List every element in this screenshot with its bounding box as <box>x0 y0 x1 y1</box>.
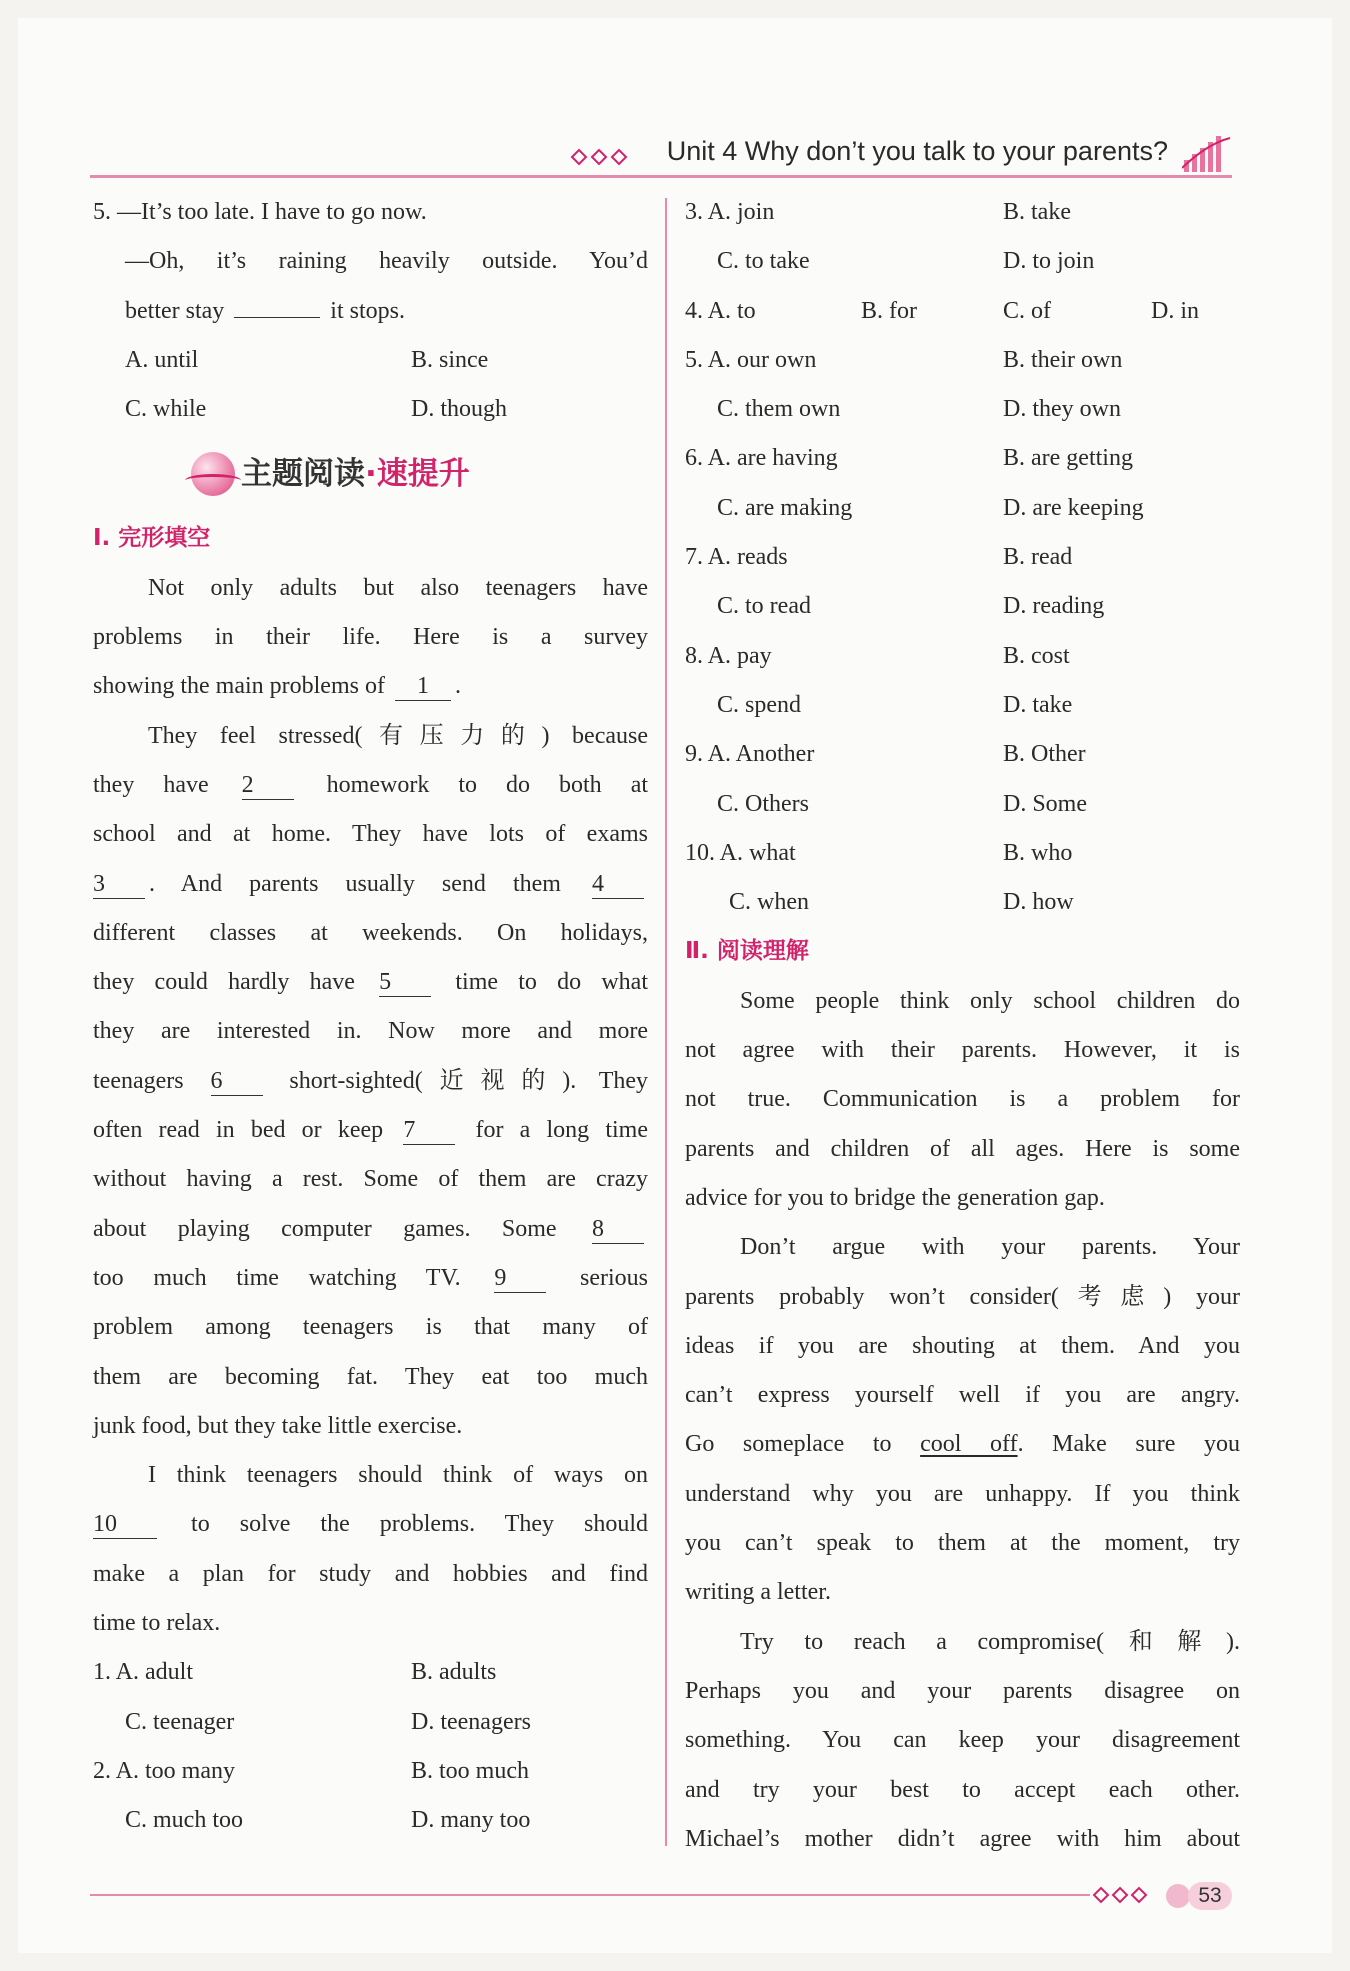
swirl-decoration-icon <box>1166 1884 1190 1908</box>
text-fragment: they could hardly have <box>93 969 355 996</box>
option-d[interactable]: D. take <box>1003 691 1073 718</box>
option-d[interactable]: D. Some <box>1003 790 1087 817</box>
question-5-options-cd <box>93 385 648 434</box>
option-a[interactable]: 9. A. Another <box>685 741 815 768</box>
passage-line: different classes at weekends. On holidays, <box>93 919 648 946</box>
reading-line: ideas if you are shouting at them. And you <box>685 1332 1240 1359</box>
answer-blank[interactable] <box>234 317 320 318</box>
text-fragment: short-sighted(近视的). They <box>289 1067 649 1094</box>
reading-line: Try to reach a compromise(和解). <box>740 1628 1240 1655</box>
option-b[interactable]: B. cost <box>1003 642 1070 669</box>
text-fragment: to solve the problems. They should <box>191 1511 649 1538</box>
cloze-blank-3[interactable]: 3 <box>93 870 145 899</box>
option-b[interactable]: B. who <box>1003 839 1073 866</box>
passage-line <box>93 1106 648 1155</box>
option-c[interactable]: C. when <box>729 889 809 916</box>
page-footer <box>90 1882 1238 1912</box>
passage-line <box>93 860 648 909</box>
passage-line <box>93 1254 648 1303</box>
reading-line: and try your best to accept each other. <box>685 1776 1240 1803</box>
text-fragment: . Make sure you <box>1017 1431 1241 1458</box>
bars-decoration-icon <box>1182 134 1232 174</box>
option-d[interactable]: D. they own <box>1003 396 1121 423</box>
text-fragment: homework to do both at <box>326 771 649 798</box>
text-fragment: it stops. <box>330 297 405 324</box>
footer-rule <box>90 1894 1090 1896</box>
cloze-blank-9[interactable]: 9 <box>494 1264 546 1293</box>
question-4-options <box>685 287 1240 336</box>
option-d[interactable]: D. teenagers <box>411 1708 531 1735</box>
question-5-options-ab <box>685 336 1240 385</box>
page-header <box>90 132 1232 178</box>
option-b[interactable]: B. too much <box>411 1757 529 1784</box>
question-7-options-cd <box>685 582 1240 631</box>
section-heading-cloze: Ⅰ. 完形填空 <box>93 525 211 552</box>
option-c[interactable]: C. them own <box>717 396 841 423</box>
option-a[interactable]: 6. A. are having <box>685 445 838 472</box>
section-banner <box>93 434 648 514</box>
option-a[interactable]: 3. A. join <box>685 199 775 225</box>
passage-line: without having a rest. Some of them are crazy <box>93 1166 648 1193</box>
question-5-reply: —Oh, it’s raining heavily outside. You’d <box>125 248 648 275</box>
reading-line: Some people think only school children do <box>740 987 1240 1014</box>
section-heading-reading: Ⅱ. 阅读理解 <box>685 938 809 965</box>
question-3-options-ab <box>685 188 1240 237</box>
text-fragment: often read in bed or keep <box>93 1117 384 1144</box>
text-fragment: better stay <box>125 297 225 324</box>
option-d[interactable]: D. many too <box>411 1807 531 1834</box>
passage-line <box>93 1205 648 1254</box>
option-b[interactable]: B. since <box>411 346 489 373</box>
text-fragment: time to do what <box>455 969 648 996</box>
text-fragment: teenagers <box>93 1067 184 1094</box>
question-5-stem: 5. —It’s too late. I have to go now. <box>93 199 427 225</box>
option-b[interactable]: B. are getting <box>1003 445 1133 472</box>
text-fragment: showing the main problems of <box>93 673 385 700</box>
passage-line <box>93 1500 648 1549</box>
option-a[interactable]: 1. A. adult <box>93 1659 193 1686</box>
cloze-blank-8[interactable]: 8 <box>592 1215 644 1244</box>
passage-line: They feel stressed(有压力的) because <box>148 722 648 749</box>
question-5-options-cd <box>685 385 1240 434</box>
option-c[interactable]: C. spend <box>717 691 801 718</box>
option-d[interactable]: D. reading <box>1003 593 1105 620</box>
question-6-options-ab <box>685 434 1240 483</box>
passage-line: problem among teenagers is that many of <box>93 1314 648 1341</box>
cloze-blank-7[interactable]: 7 <box>403 1116 455 1145</box>
question-5-blank-line <box>93 287 648 336</box>
option-c[interactable]: C. while <box>125 396 207 423</box>
passage-line: make a plan for study and hobbies and find <box>93 1560 648 1587</box>
diamonds-decoration-icon <box>1090 1884 1152 1906</box>
question-2-options-ab <box>93 1747 648 1796</box>
option-c[interactable]: C. are making <box>717 494 853 521</box>
reading-line: not agree with their parents. However, it is <box>685 1037 1240 1064</box>
question-2-options-cd <box>93 1796 648 1845</box>
text-fragment: about playing computer games. Some <box>93 1215 557 1242</box>
reading-line: advice for you to bridge the generation gap. <box>685 1184 1105 1211</box>
question-10-options-ab <box>685 829 1240 878</box>
page-number: 53 <box>1188 1882 1232 1910</box>
banner-part1: 主题阅读 <box>241 456 365 493</box>
question-3-options-cd <box>685 237 1240 286</box>
passage-line <box>93 1057 648 1106</box>
cloze-blank-5[interactable]: 5 <box>379 968 431 997</box>
reading-line: parents probably won’t consider(考虑) your <box>685 1283 1240 1310</box>
passage-line: time to relax. <box>93 1610 221 1637</box>
diamonds-decoration-icon <box>568 146 632 168</box>
question-7-options-ab <box>685 533 1240 582</box>
column-divider <box>665 198 667 1846</box>
option-d[interactable]: D. in <box>1151 297 1199 324</box>
passage-line: I think teenagers should think of ways on <box>148 1462 648 1489</box>
cloze-blank-6[interactable]: 6 <box>211 1067 263 1096</box>
option-d[interactable]: D. though <box>411 396 507 423</box>
question-9-options-cd <box>685 780 1240 829</box>
option-a[interactable]: 5. A. our own <box>685 346 817 373</box>
option-c[interactable]: C. to read <box>717 593 811 620</box>
option-c[interactable]: C. Others <box>717 790 809 817</box>
option-b[interactable]: B. take <box>1003 199 1071 225</box>
option-b[interactable]: B. read <box>1003 544 1073 571</box>
reading-line: writing a letter. <box>685 1579 831 1606</box>
question-9-options-ab <box>685 730 1240 779</box>
passage-line: problems in their life. Here is a survey <box>93 624 648 651</box>
reading-line <box>685 1420 1240 1469</box>
underlined-phrase: cool off <box>920 1431 1018 1458</box>
option-b[interactable]: B. Other <box>1003 741 1086 768</box>
passage-line <box>93 662 648 711</box>
passage-line: they are interested in. Now more and more <box>93 1018 648 1045</box>
option-a[interactable]: 10. A. what <box>685 839 796 866</box>
reading-line: Don’t argue with your parents. Your <box>740 1234 1240 1261</box>
option-c[interactable]: C. teenager <box>125 1708 235 1735</box>
reading-line: not true. Communication is a problem for <box>685 1086 1240 1113</box>
left-column <box>93 188 648 1846</box>
text-fragment: for a long time <box>475 1117 648 1144</box>
banner-text <box>241 448 470 493</box>
unit-title: Unit 4 Why don’t you talk to your parents? <box>666 136 1168 166</box>
reading-line: Perhaps you and your parents disagree on <box>685 1677 1240 1704</box>
passage-line: junk food, but they take little exercise. <box>93 1412 463 1439</box>
text-fragment: . And parents usually send them <box>149 870 561 897</box>
option-d[interactable]: D. to join <box>1003 248 1095 275</box>
option-a[interactable]: 7. A. reads <box>685 544 788 571</box>
cloze-blank-10[interactable]: 10 <box>93 1510 157 1539</box>
reading-line: something. You can keep your disagreement <box>685 1727 1240 1754</box>
passage-line: school and at home. They have lots of exams <box>93 821 648 848</box>
passage-line <box>93 958 648 1007</box>
cloze-blank-1[interactable]: 1 <box>395 672 451 701</box>
text-fragment: . <box>454 673 461 700</box>
question-6-options-cd <box>685 484 1240 533</box>
cloze-blank-2[interactable]: 2 <box>242 771 294 800</box>
reading-line: can’t express yourself well if you are angry. <box>685 1382 1240 1409</box>
passage-line <box>93 761 648 810</box>
question-10-options-cd <box>685 878 1240 927</box>
option-c[interactable]: C. of <box>1003 297 1051 324</box>
question-1-options-ab <box>93 1648 648 1697</box>
option-a[interactable]: 2. A. too many <box>93 1757 235 1784</box>
cloze-blank-4[interactable]: 4 <box>592 870 644 899</box>
passage-line: Not only adults but also teenagers have <box>148 574 648 601</box>
text-fragment: they have <box>93 771 209 798</box>
option-d[interactable]: D. are keeping <box>1003 494 1144 521</box>
right-column <box>685 188 1240 1864</box>
text-fragment: Go someplace to <box>685 1431 892 1458</box>
question-5-options-ab <box>93 336 648 385</box>
option-b[interactable]: B. their own <box>1003 346 1123 373</box>
option-a[interactable]: 4. A. to <box>685 297 756 324</box>
option-a[interactable]: A. until <box>125 346 199 373</box>
text-fragment: too much time watching TV. <box>93 1264 461 1291</box>
reading-line: understand why you are unhappy. If you think <box>685 1480 1240 1507</box>
banner-part2: 速提升 <box>376 456 470 493</box>
page <box>18 18 1332 1953</box>
option-b[interactable]: B. adults <box>411 1659 497 1686</box>
text-fragment: serious <box>580 1264 648 1291</box>
question-1-options-cd <box>93 1698 648 1747</box>
option-b[interactable]: B. for <box>861 297 917 324</box>
question-8-options-cd <box>685 681 1240 730</box>
option-c[interactable]: C. much too <box>125 1807 243 1834</box>
option-c[interactable]: C. to take <box>717 248 810 275</box>
banner-dot: · <box>365 456 377 493</box>
reading-line: parents and children of all ages. Here is some <box>685 1135 1240 1162</box>
question-8-options-ab <box>685 632 1240 681</box>
header-rule <box>90 175 1232 178</box>
reading-line: Michael’s mother didn’t agree with him about <box>685 1825 1240 1852</box>
option-a[interactable]: 8. A. pay <box>685 642 772 669</box>
reading-line: you can’t speak to them at the moment, try <box>685 1530 1240 1557</box>
option-d[interactable]: D. how <box>1003 889 1074 916</box>
passage-line: them are becoming fat. They eat too much <box>93 1363 648 1390</box>
